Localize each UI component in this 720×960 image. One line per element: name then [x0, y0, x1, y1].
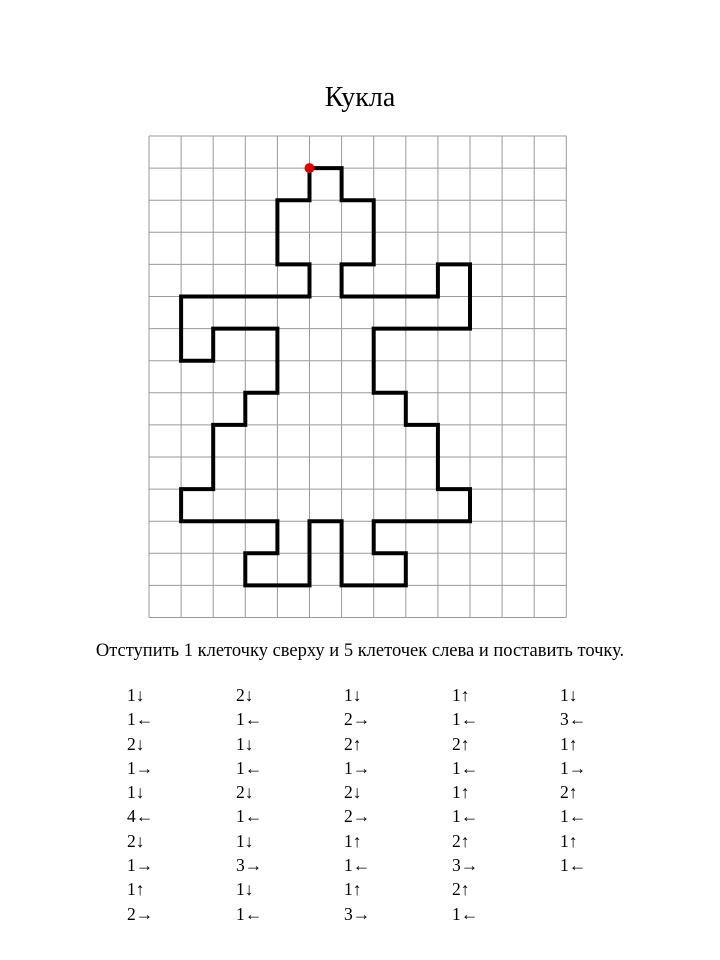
command-item: 1→ [560, 757, 587, 778]
command-item: 1← [452, 903, 479, 924]
command-item: 1← [236, 757, 263, 778]
command-item: 1↓ [236, 830, 254, 851]
command-item: 1↑ [344, 830, 362, 851]
command-item: 1↓ [127, 782, 145, 803]
command-item: 2↓ [344, 782, 362, 803]
worksheet-title: Кукла [324, 82, 396, 113]
command-item: 1← [344, 855, 371, 876]
command-item: 1↓ [236, 879, 254, 900]
start-point-dot [305, 163, 315, 173]
command-item: 3→ [452, 855, 479, 876]
command-item: 2↑ [452, 830, 470, 851]
command-item: 2↑ [452, 733, 470, 754]
command-item: 3→ [344, 903, 371, 924]
command-item: 1↓ [560, 685, 578, 705]
command-item: 1← [560, 806, 587, 827]
command-item: 1→ [127, 855, 154, 876]
command-item: 1← [236, 806, 263, 827]
command-item: 2→ [127, 903, 154, 924]
command-item: 1↑ [452, 685, 470, 705]
command-item: 1↑ [452, 782, 470, 803]
command-table [0, 683, 720, 933]
command-column-1 [127, 683, 187, 926]
command-item: 1↓ [236, 733, 254, 754]
command-item: 2↑ [560, 782, 578, 803]
command-item: 1→ [127, 757, 154, 778]
doll-outline [181, 168, 470, 585]
command-column-5 [560, 683, 620, 877]
command-item: 1← [236, 709, 263, 730]
command-item: 1↑ [560, 830, 578, 851]
command-item: 2↓ [127, 830, 145, 851]
command-item: 1← [452, 709, 479, 730]
command-item: 2↓ [127, 733, 145, 754]
command-item: 2↓ [236, 685, 254, 705]
command-item: 2→ [344, 806, 371, 827]
command-item: 1↓ [344, 685, 362, 705]
command-item: 1← [560, 855, 587, 876]
command-item: 3→ [236, 855, 263, 876]
graph-grid [149, 136, 566, 618]
command-item: 2→ [344, 709, 371, 730]
command-item: 2↑ [344, 733, 362, 754]
command-column-4 [452, 683, 512, 926]
command-item: 4← [127, 806, 154, 827]
command-item: 2↑ [452, 879, 470, 900]
command-item: 2↓ [236, 782, 254, 803]
command-item: 1← [452, 757, 479, 778]
command-item: 1↑ [127, 879, 145, 900]
command-column-2 [236, 683, 296, 926]
command-item: 1↓ [127, 685, 145, 705]
command-item: 1← [236, 903, 263, 924]
command-item: 1← [452, 806, 479, 827]
command-column-3 [344, 683, 404, 926]
command-item: 1↑ [344, 879, 362, 900]
command-item: 1→ [344, 757, 371, 778]
command-item: 3← [560, 709, 587, 730]
command-item: 1↑ [560, 733, 578, 754]
instruction-text: Отступить 1 клеточку сверху и 5 клеточек слева и поставить точку. [95, 641, 625, 661]
command-item: 1← [127, 709, 154, 730]
